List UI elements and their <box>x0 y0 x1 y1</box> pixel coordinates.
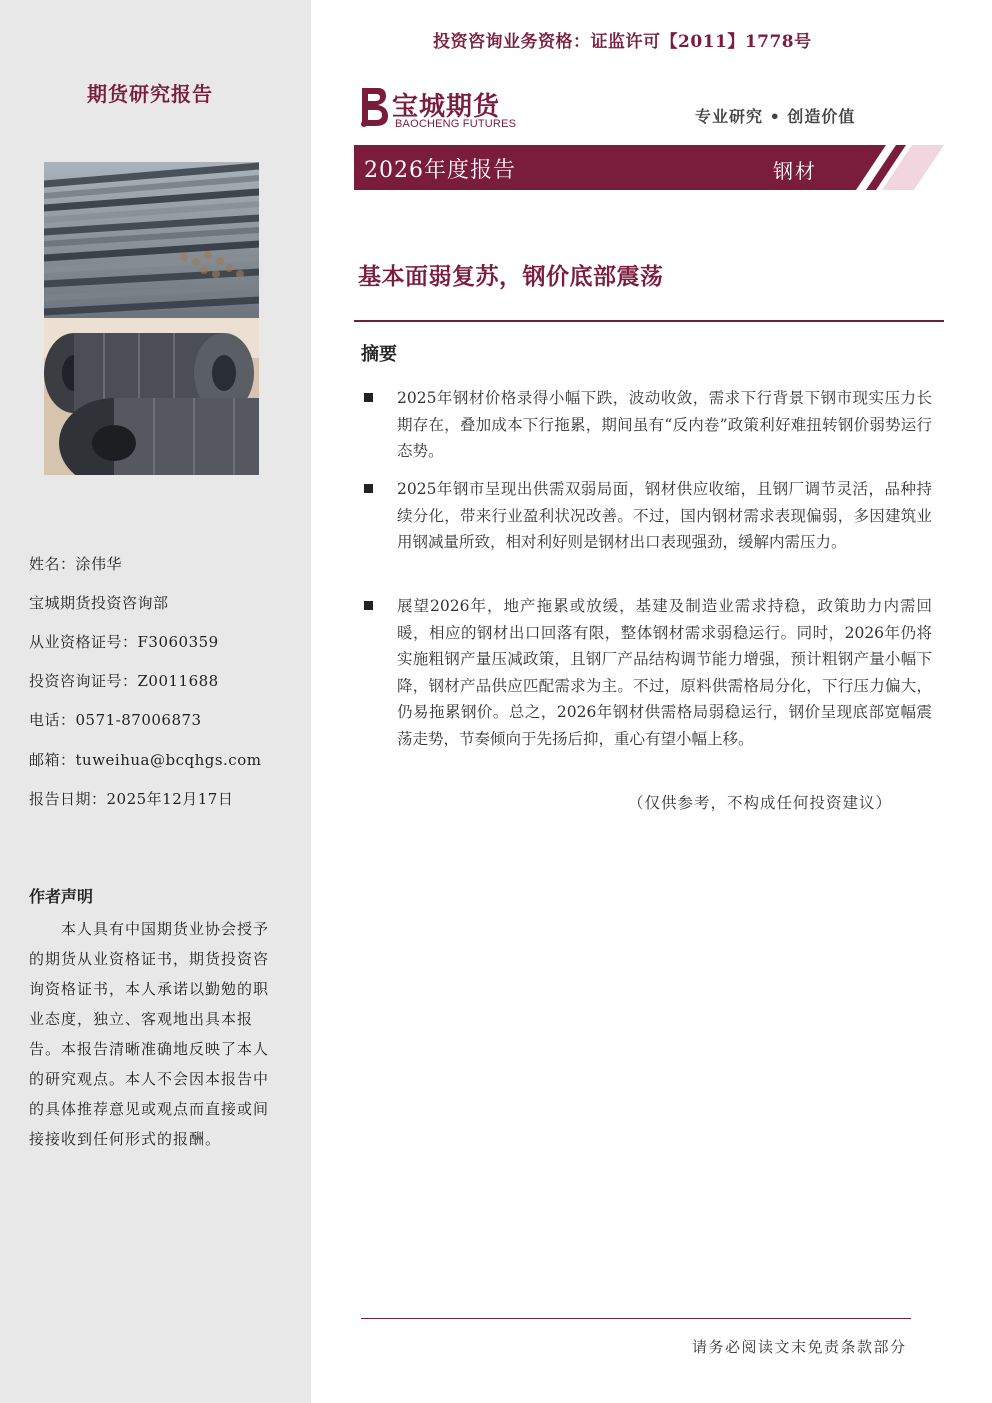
report-type: 2026年度报告 <box>364 158 516 183</box>
brand-name-cn: 宝城期货 <box>392 92 501 122</box>
rebar-photo <box>44 162 259 318</box>
abstract-heading: 摘要 <box>361 344 397 365</box>
report-date: 报告日期：2025年12月17日 <box>29 790 234 808</box>
footer-note: 请务必阅读文末免责条款部分 <box>692 1338 907 1356</box>
report-sector: 钢材 <box>773 159 817 183</box>
qualification-id: 从业资格证号：F3060359 <box>29 633 219 651</box>
declaration-title: 作者声明 <box>29 887 94 906</box>
square-bullet-icon <box>364 484 373 493</box>
steel-coil-photo <box>44 318 259 475</box>
license-text: 投资咨询业务资格：证监许可【2011】1778号 <box>433 32 812 52</box>
consulting-id: 投资咨询证号：Z0011688 <box>29 672 219 690</box>
sidebar <box>0 0 311 1403</box>
analyst-name: 姓名：涂伟华 <box>29 555 123 573</box>
footer-divider <box>361 1318 911 1319</box>
brand-name-en: BAOCHENG FUTURES <box>395 118 517 130</box>
headline-divider <box>354 320 944 322</box>
analyst-department: 宝城期货投资咨询部 <box>29 594 169 612</box>
analyst-phone: 电话：0571-87006873 <box>29 711 202 729</box>
analyst-email: 邮箱：tuweihua@bcqhgs.com <box>29 751 262 769</box>
brand-logo-icon <box>356 84 390 130</box>
declaration-body: 本人具有中国期货业协会授予的期货从业资格证书，期货投资咨询资格证书，本人承诺以勤勉的职业态度，独立、客观地出具本报告。本报告清晰准确地反映了本人的研究观点。本人不会因本报告中的具体推荐意见或观点而直接或间接接收到任何形式的报酬。 <box>29 920 270 1148</box>
slogan: 专业研究 • 创造价值 <box>695 107 856 126</box>
bullet-text: 2025年钢材价格录得小幅下跌，波动收敛，需求下行背景下钢市现实压力长期存在，叠加成本下行拖累，期间虽有“反内卷”政策利好难扭转钢价弱势运行态势。 <box>397 389 932 460</box>
disclaimer: （仅供参考，不构成任何投资建议） <box>628 794 893 812</box>
bullet-text: 展望2026年，地产拖累或放缓，基建及制造业需求持稳，政策助力内需回暖，相应的钢材出口回落有限，整体钢材需求弱稳运行。同时，2026年仍将实施粗钢产量压减政策，且钢厂产品结构调节能力增强，预计粗钢产量小幅下降，钢材产品供应匹配需求为主。不过，原料供需格局分化，下行压力偏大，仍易拖累钢价。总之，2026年钢材供需格局弱稳运行，钢价呈现底部宽幅震荡走势，节奏倾向于先扬后抑，重心有望小幅上移。 <box>397 597 932 748</box>
square-bullet-icon <box>364 393 373 402</box>
square-bullet-icon <box>364 601 373 610</box>
bullet-text: 2025年钢市呈现出供需双弱局面，钢材供应收缩，且钢厂调节灵活，品种持续分化，带来行业盈利状况改善。不过，国内钢材需求表现偏弱，多因建筑业用钢减量所致，相对利好则是钢材出口表现强劲，缓解内需压力。 <box>397 480 932 551</box>
report-headline: 基本面弱复苏，钢价底部震荡 <box>358 264 664 290</box>
sidebar-title: 期货研究报告 <box>87 82 213 106</box>
